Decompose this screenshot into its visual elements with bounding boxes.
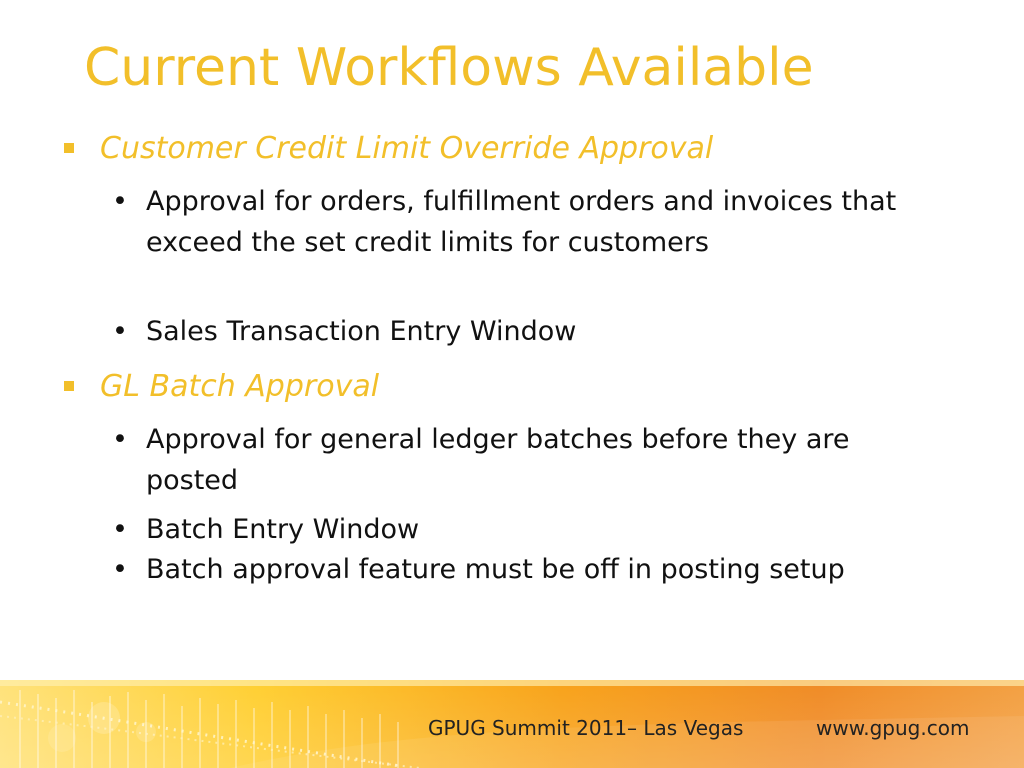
dot-bullet-icon: • (112, 186, 128, 217)
dot-bullet-icon: • (112, 316, 128, 347)
dot-bullet-icon: • (112, 424, 128, 455)
list-item-text: Batch Entry Window (146, 514, 420, 545)
section-heading-text: GL Batch Approval (100, 369, 380, 404)
dot-bullet-icon: • (112, 514, 128, 545)
footer-banner (0, 680, 1024, 768)
list-item-text: Sales Transaction Entry Window (146, 316, 577, 347)
section-heading-text: Customer Credit Limit Override Approval (100, 131, 714, 166)
footer-event-text: GPUG Summit 2011– Las Vegas (428, 716, 744, 740)
list-item-text: Batch approval feature must be off in posting setup (146, 554, 845, 585)
square-bullet-icon (64, 143, 74, 153)
slide-title: Current Workflows Available (84, 38, 814, 98)
dot-bullet-icon: • (112, 554, 128, 585)
list-item-text: Approval for general ledger batches before they are posted (146, 424, 850, 496)
footer-url-link[interactable]: www.gpug.com (816, 716, 970, 740)
square-bullet-icon (64, 381, 74, 391)
list-item-text: Approval for orders, fulfillment orders and invoices that exceed the set credit limits for customers (146, 186, 897, 258)
